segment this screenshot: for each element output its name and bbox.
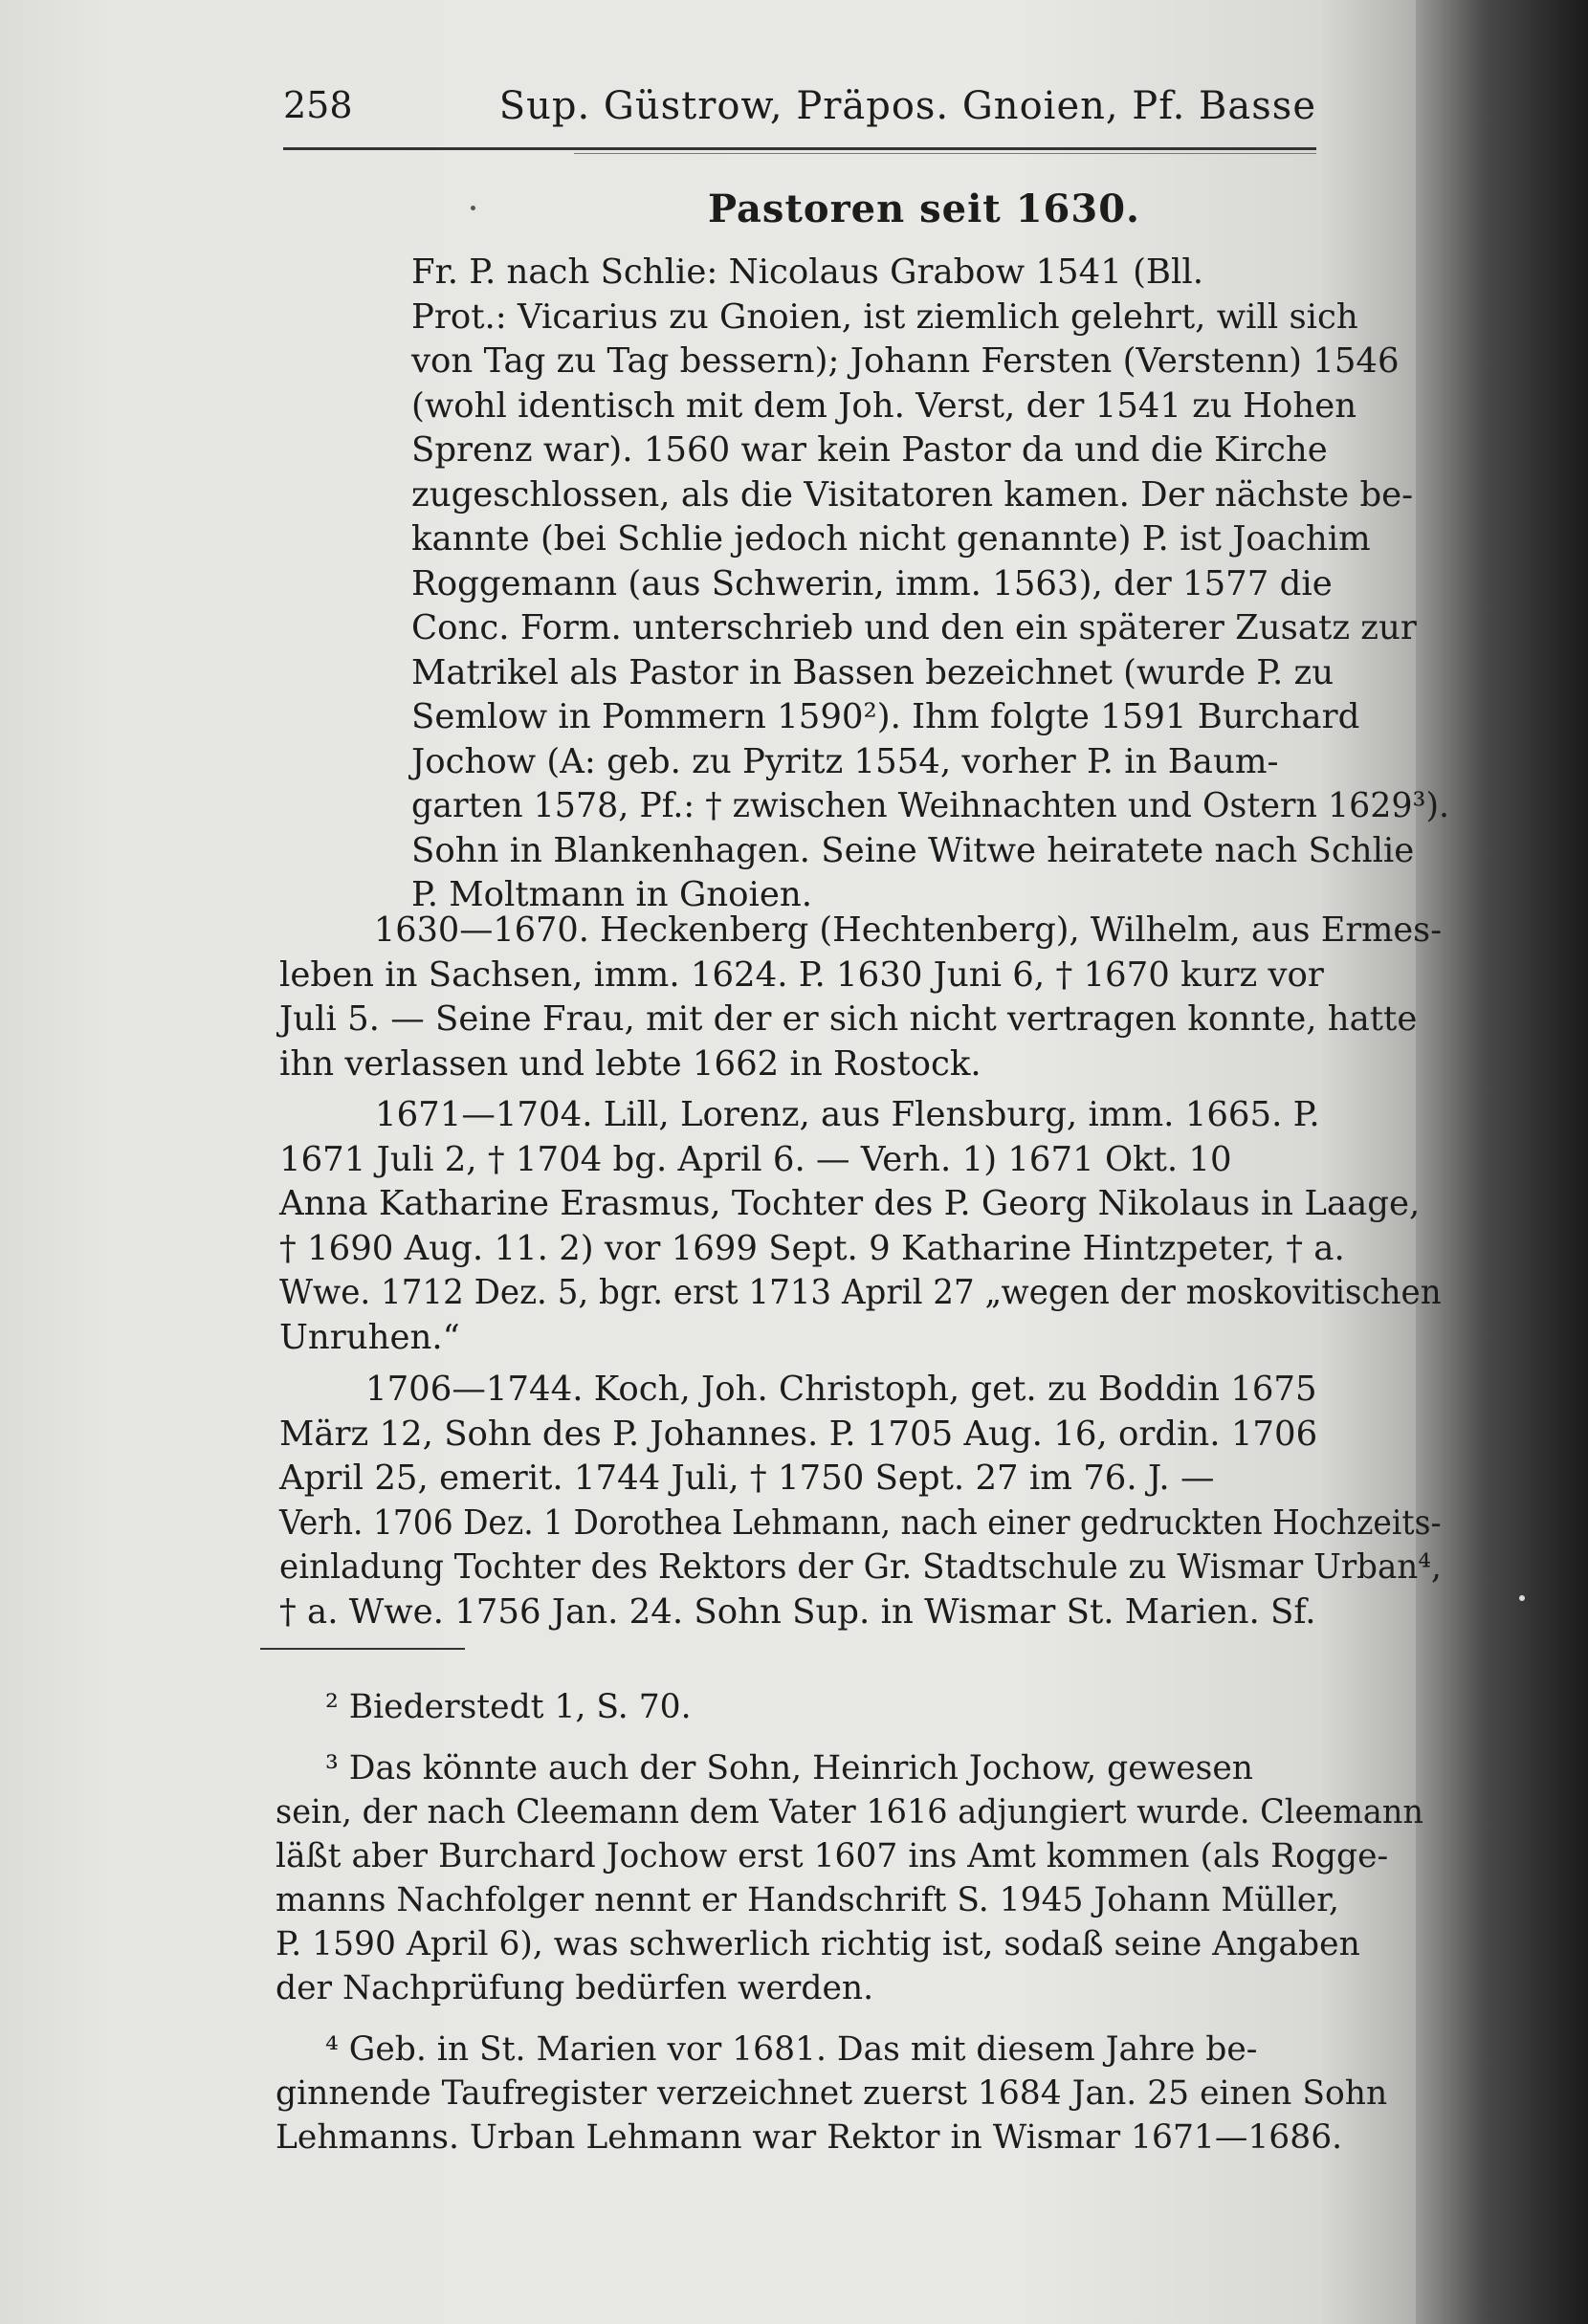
text-line: Conc. Form. unterschrieb und den ein späterer Zusatz zur <box>411 608 1417 647</box>
page-header <box>283 84 1316 142</box>
text-line: Semlow in Pommern 1590²). Ihm folgte 1591 Burchard <box>411 697 1360 736</box>
text-line: Unruhen.“ <box>279 1317 460 1357</box>
text-line: 1630—1670. Heckenberg (Hechtenberg), Wilhelm, aus Ermes- <box>373 910 1443 950</box>
footnote-line: ⁴ Geb. in St. Marien vor 1681. Das mit diesem Jahre be- <box>325 2030 1258 2069</box>
text-line: Juli 5. — Seine Frau, mit der er sich nicht vertragen konnte, hatte <box>279 999 1418 1039</box>
text-line: 1671—1704. Lill, Lorenz, aus Flensburg, imm. 1665. P. <box>375 1095 1320 1134</box>
header-rule-thin <box>574 153 1316 154</box>
text-line: 1706—1744. Koch, Joh. Christoph, get. zu Boddin 1675 <box>365 1370 1317 1409</box>
footnote-line: läßt aber Burchard Jochow erst 1607 ins Amt kommen (als Rogge- <box>276 1837 1389 1875</box>
text-line: einladung Tochter des Rektors der Gr. Stadtschule zu Wismar Urban⁴, <box>279 1547 1442 1587</box>
margin-speck <box>1519 1595 1525 1601</box>
footnote-line: manns Nachfolger nennt er Handschrift S. 1945 Johann Müller, <box>276 1881 1339 1919</box>
text-line: Matrikel als Pastor in Bassen bezeichnet (wurde P. zu <box>411 652 1334 692</box>
section-title: Pastoren seit 1630. <box>708 186 1140 231</box>
footnote-rule <box>260 1648 465 1650</box>
entry-1671-1704 <box>279 1093 1442 1360</box>
text-line: † a. Wwe. 1756 Jan. 24. Sohn Sup. in Wismar St. Marien. Sf. <box>279 1591 1316 1632</box>
text-line: Roggemann (aus Schwerin, imm. 1563), der 1577 die <box>411 563 1333 603</box>
footnote-line: ³ Das könnte auch der Sohn, Heinrich Jochow, gewesen <box>325 1749 1253 1787</box>
text-line: zugeschlossen, als die Visitatoren kamen. Der nächste be- <box>411 474 1414 515</box>
footnote-3 <box>276 1746 1423 2010</box>
text-line: April 25, emerit. 1744 Juli, † 1750 Sept. 27 im 76. J. — <box>279 1458 1215 1498</box>
text-line: Wwe. 1712 Dez. 5, bgr. erst 1713 April 27 „wegen der moskovitischen <box>279 1273 1442 1312</box>
footnote-line: ² Biederstedt 1, S. 70. <box>325 1688 692 1726</box>
footnote-line: P. 1590 April 6), was schwerlich richtig ist, sodaß seine Angaben <box>276 1925 1360 1963</box>
page-number: 258 <box>283 84 353 126</box>
footnote-line: sein, der nach Cleemann dem Vater 1616 adjungiert wurde. Cleemann <box>276 1793 1424 1831</box>
text-line: † 1690 Aug. 11. 2) vor 1699 Sept. 9 Katharine Hintzpeter, † a. <box>279 1228 1345 1268</box>
text-line: P. Moltmann in Gnoien. <box>411 875 813 914</box>
text-line: kannte (bei Schlie jedoch nicht genannte) P. ist Joachim <box>411 519 1371 559</box>
text-line: Jochow (A: geb. zu Pyritz 1554, vorher P. in Baum- <box>411 741 1279 781</box>
text-line: (wohl identisch mit dem Joh. Verst, der 1541 zu Hohen <box>411 385 1357 426</box>
text-line: leben in Sachsen, imm. 1624. P. 1630 Juni 6, † 1670 kurz vor <box>279 954 1324 995</box>
entry-1630-1670 <box>279 909 1442 1086</box>
footnote-4 <box>276 2028 1423 2160</box>
text-line: Anna Katharine Erasmus, Tochter des P. Georg Nikolaus in Laage, <box>279 1184 1421 1223</box>
footnote-line: der Nachprüfung bedürfen werden. <box>276 1969 874 2007</box>
footnote-line: ginnende Taufregister verzeichnet zuerst 1684 Jan. 25 einen Sohn <box>276 2074 1388 2113</box>
text-line: ihn verlassen und lebte 1662 in Rostock. <box>279 1043 981 1084</box>
header-rule <box>283 147 1316 150</box>
intro-paragraph <box>411 251 1449 918</box>
text-line: 1671 Juli 2, † 1704 bg. April 6. — Verh. 1) 1671 Okt. 10 <box>279 1139 1232 1179</box>
text-line: Sprenz war). 1560 war kein Pastor da und die Kirche <box>411 430 1328 470</box>
text-line: Fr. P. nach Schlie: Nicolaus Grabow 1541 (Bll. <box>411 252 1203 292</box>
text-line: März 12, Sohn des P. Johannes. P. 1705 Aug. 16, ordin. 1706 <box>279 1414 1318 1454</box>
text-line: Verh. 1706 Dez. 1 Dorothea Lehmann, nach einer gedruckten Hochzeits- <box>279 1502 1442 1543</box>
entry-1706-1744 <box>279 1368 1442 1634</box>
text-line: Prot.: Vicarius zu Gnoien, ist ziemlich gelehrt, will sich <box>411 296 1358 337</box>
text-line: garten 1578, Pf.: † zwischen Weihnachten und Ostern 1629³). <box>411 786 1450 825</box>
running-head: Sup. Güstrow, Präpos. Gnoien, Pf. Basse <box>498 84 1316 128</box>
text-line: von Tag zu Tag bessern); Johann Fersten (Verstenn) 1546 <box>411 341 1400 381</box>
text-line: Sohn in Blankenhagen. Seine Witwe heiratete nach Schlie <box>411 830 1415 870</box>
footnote-2 <box>325 1685 1425 1729</box>
ink-speck <box>471 206 475 210</box>
footnote-line: Lehmanns. Urban Lehmann war Rektor in Wismar 1671—1686. <box>276 2118 1343 2157</box>
